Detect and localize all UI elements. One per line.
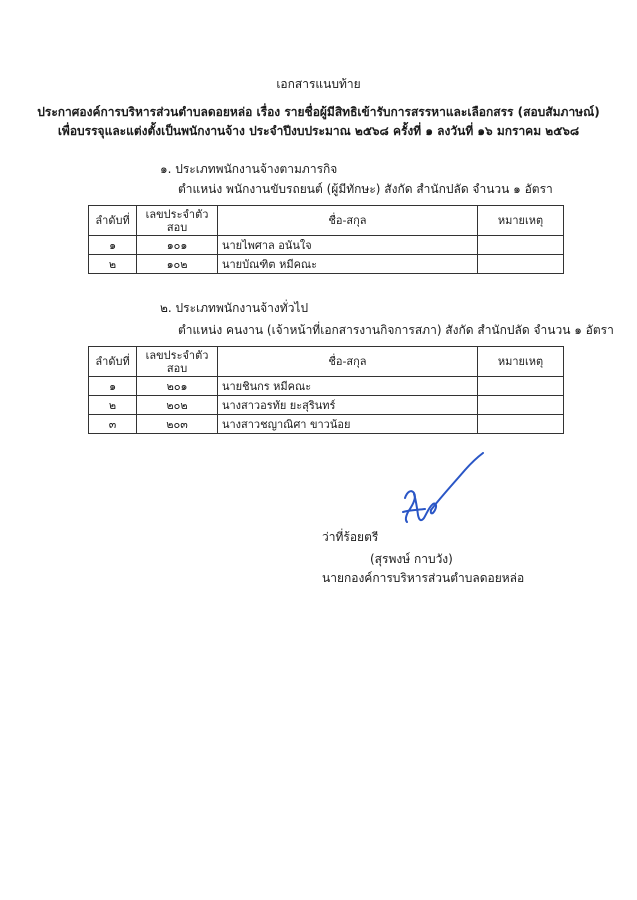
row-name: นางสาวชญาณิศา ขาวน้อย — [217, 415, 477, 434]
row-no: ๑ — [89, 236, 137, 255]
column-header-no: ลำดับที่ — [89, 347, 137, 377]
section-2-table — [88, 346, 564, 434]
row-exam-id: ๒๐๑ — [137, 377, 218, 396]
row-name: นายไพศาล อนันใจ — [217, 236, 477, 255]
row-no: ๑ — [89, 377, 137, 396]
table-header-row — [89, 206, 564, 236]
row-name: นายชินกร หมีคณะ — [217, 377, 477, 396]
row-name: นายบัณฑิต หมีคณะ — [217, 255, 477, 274]
section-2-title: ๒. ประเภทพนักงานจ้างทั่วไป — [160, 301, 309, 315]
row-remark — [477, 236, 563, 255]
table-row — [89, 255, 564, 274]
row-no: ๓ — [89, 415, 137, 434]
row-exam-id: ๑๐๒ — [137, 255, 218, 274]
table-row — [89, 396, 564, 415]
column-header-remark: หมายเหตุ — [477, 206, 563, 236]
document-header-label: เอกสารแนบท้าย — [276, 77, 361, 91]
section-1-position: ตำแหน่ง พนักงานขับรถยนต์ (ผู้มีทักษะ) สังกัด สำนักปลัด จำนวน ๑ อัตรา — [178, 182, 553, 196]
column-header-name: ชื่อ-สกุล — [217, 206, 477, 236]
row-exam-id: ๒๐๒ — [137, 396, 218, 415]
section-2-position: ตำแหน่ง คนงาน (เจ้าหน้าที่เอกสารงานกิจการสภา) สังกัด สำนักปลัด จำนวน ๑ อัตรา — [178, 323, 614, 337]
signatory-rank: ว่าที่ร้อยตรี — [322, 530, 379, 544]
row-remark — [477, 377, 563, 396]
column-header-no: ลำดับที่ — [89, 206, 137, 236]
row-remark — [477, 415, 563, 434]
table-header-row — [89, 347, 564, 377]
section-1-title: ๑. ประเภทพนักงานจ้างตามภารกิจ — [160, 162, 338, 176]
row-no: ๒ — [89, 396, 137, 415]
column-header-id: เลขประจำตัวสอบ — [137, 347, 218, 377]
signatory-position: นายกองค์การบริหารส่วนตำบลดอยหล่อ — [322, 571, 525, 585]
row-name: นางสาวอรทัย ยะสุรินทร์ — [217, 396, 477, 415]
signatory-name: (สุรพงษ์ กาบวัง) — [370, 552, 453, 566]
column-header-remark: หมายเหตุ — [477, 347, 563, 377]
table-row — [89, 236, 564, 255]
announcement-title-line-1: ประกาศองค์การบริหารส่วนตำบลดอยหล่อ เรื่อง รายชื่อผู้มีสิทธิเข้ารับการสรรหาและเลือกสรร (สอบสัมภาษณ์) — [37, 105, 600, 119]
row-remark — [477, 396, 563, 415]
table-row — [89, 377, 564, 396]
table-row — [89, 415, 564, 434]
column-header-id: เลขประจำตัวสอบ — [137, 206, 218, 236]
row-exam-id: ๑๐๑ — [137, 236, 218, 255]
row-remark — [477, 255, 563, 274]
row-exam-id: ๒๐๓ — [137, 415, 218, 434]
section-1-table — [88, 205, 564, 274]
column-header-name: ชื่อ-สกุล — [217, 347, 477, 377]
announcement-title-line-2: เพื่อบรรจุและแต่งตั้งเป็นพนักงานจ้าง ประจำปีงบประมาณ ๒๕๖๘ ครั้งที่ ๑ ลงวันที่ ๑๖ มกราคม ๒๕๖๘ — [57, 124, 580, 138]
row-no: ๒ — [89, 255, 137, 274]
